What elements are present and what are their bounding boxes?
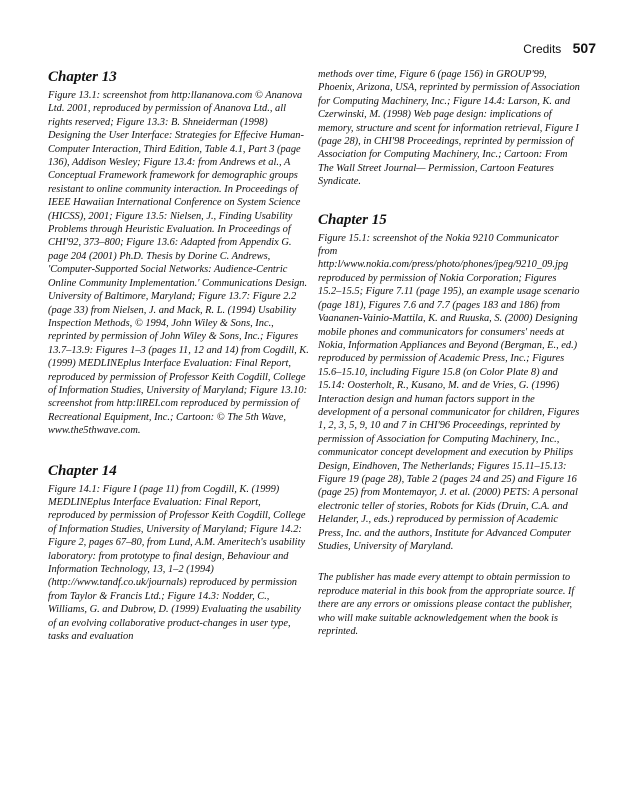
chapter-14-credits-continued: methods over time, Figure 6 (page 156) in GROUP'99, Phoenix, Arizona, USA, reprinted by permission of Association for Computing Machinery, Inc.; Figure 14.4: Larson, K. and Czerwinski, M. (1998) Web page design: implications of memory, structure and scent for information retrieval, Figure I (page 28), in CHI'98 Proceedings, reprinted by permission of Association for Computing Machinery, Inc.; Cartoon: From The Wall Street Journal— Permission, Cartoon Features Syndicate.	[318, 69, 580, 188]
chapter-14-section	[48, 462, 310, 644]
chapter-13-title: Chapter 13	[48, 69, 117, 85]
page-number: 507	[572, 40, 596, 56]
chapter-14-continued	[318, 68, 580, 189]
publisher-notice: The publisher has made every attempt to obtain permission to reproduce material in this book from the appropriate source. If there are any errors or omissions please contact the publisher, who will make suitable acknowledgement when the book is reprinted.	[318, 572, 575, 638]
chapter-14-credits: Figure 14.1: Figure I (page 11) from Cogdill, K. (1999) MEDLINEplus Interface Evaluation: Final Report, reproduced by permission of Professor Keith Cogdill, College of Information Studies, University of Maryland; Figure 14.2: Figure 2, pages 67–80, from Lund, A.M. Ameritech's usability laboratory: from prototype to final design, Behaviour and Information Technology, 13, 1–2 (1994) (http://www.tandf.co.uk/journals) reproduced by permission from Taylor & Francis Ltd.; Figure 14.3: Nodder, C., Williams, G. and Dubrow, D. (1999) Evaluating the usability of an evolving collaborative product-changes in user type, tasks and evaluation	[48, 483, 306, 643]
chapter-14-title: Chapter 14	[48, 462, 117, 479]
chapter-15-credits: Figure 15.1: screenshot of the Nokia 9210 Communicator from http:l/www.nokia.com/press/photo/phones/jpeg/9210_09.jpg reproduced by permission of Nokia Corporation; Figures 15.2–15.5; Figure 7.11 (page 195), an example usage scenario (page 181), Figures 7.6 and 7.7 (pages 183 and 186) from Vaananen-Vainio-Mattila, K. and Ruuska, S. (2000) Designing mobile phones and communicators for consumers' needs at Nokia, Information Appliances and Beyond (Bergman, E., ed.) reproduced by permission of Academic Press, Inc.; Figures 15.6–15.10, including Figure 15.8 (on Color Plate 8) and 15.14: Oosterholt, R., Kusano, M. and de Vries, G. (1996) Interaction design and human factors support in the development of a personal communicator for children, Figures 1, 2, 3, 5, 9, 10 and 7 in CHI'96 Proceedings, reprinted by permission of Association for Computing Machinery, Inc., communicator concept development and execution by Philips Design, Eindhoven, The Netherlands; Figures 15.11–15.13: Figure 19 (page 28), Table 2 (pages 24 and 25) and Figure 16 (page 25) from Montemayor, J. et al. (2000) PETS: A personal electronic teller of stories, Robots for Kids (Druin, C.A. and Helander, J., eds.) reproduced by permission of Academic Press, Inc. and the authors, Institute for Advanced Computer Studies, University of Maryland.	[318, 232, 580, 552]
left-column	[48, 68, 310, 661]
section-title: Credits	[523, 42, 562, 56]
chapter-13-section	[48, 68, 310, 438]
right-column	[318, 68, 580, 638]
chapter-13-credits: Figure 13.1: screenshot from http:llananova.com © Ananova Ltd. 2001, reproduced by permission of Ananova Ltd., all rights reserved; Figure 13.3: B. Shneiderman (1998) Designing the User Interface: Strategies for Effecive Human-Computer Interaction, Third Edition, Table 4.1, Part 3 (page 136), Addison Wesley; Figure 13.4: from Andrews et al., A Conceptual Framework framework for demographic groups resistant to online community interaction. In Proceedings of IEEE Hawaiian International Conference on System Science (HICSS), 2001; Figure 13.5: Nielsen, J., Finding Usability Problems through Heuristic Evaluation. In Proceedings of CHI'92, 373–800; Figure 13.6: Adapted from Appendix G. page 204 (2001) Ph.D. Thesis by Dorine C. Andrews, 'Computer-Supported Social Networks: Audience-Centric Online Community Implementation.' Communications Design. University of Baltimore, Maryland; Figure 13.7: Figure 2.2 (page 33) from Nielsen, J. and Mack, R. L. (1994) Usability Inspection Methods, © 1994, John Wiley & Sons, Inc., reprinted by permission of John Wiley & Sons, Inc.; Figures 13.7–13.9: Figures 1–3 (pages 11, 12 and 14) from Cogdill, K. (1999) MEDLINEplus Interface Evaluation: Final Report, reproduced by permission of Professor Keith Cogdill, College of Information Studies, University of Maryland; Figure 13.10: screenshot from http:llREI.com reproduced by permission of Recreational Equipment, Inc.; Cartoon: © The 5th Wave, www.the5thwave.com.	[48, 90, 309, 437]
chapter-15-title: Chapter 15	[318, 211, 387, 228]
chapter-15-section	[318, 211, 580, 554]
running-head	[523, 40, 596, 56]
